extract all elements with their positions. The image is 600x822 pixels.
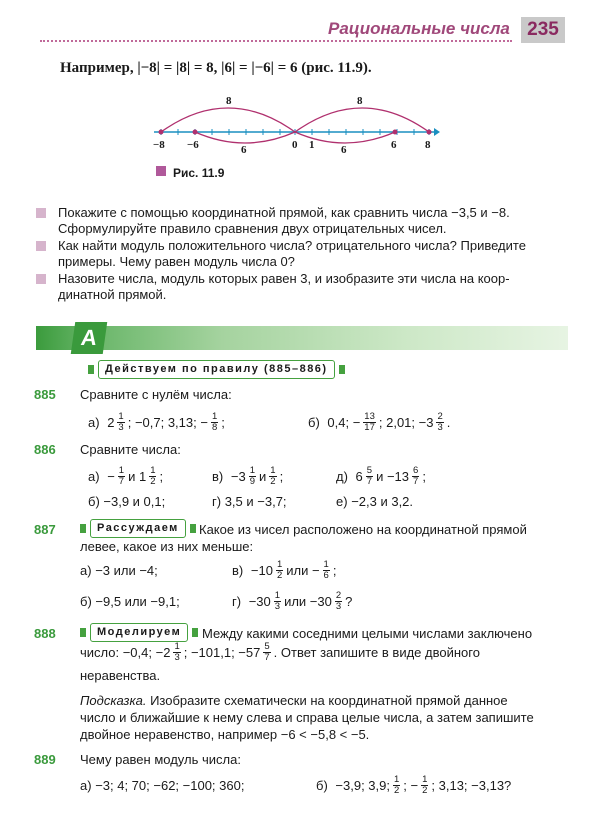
section-letter: А	[71, 322, 107, 354]
problem-888-line2: число: −0,4; −2 $\frac{1}{3}$ ; −101,1; −57 $\frac{5}{7}$ . Ответ запишите в виде двойного	[80, 641, 480, 663]
number-line-figure	[150, 90, 440, 160]
tick-label-0: 0	[292, 139, 298, 151]
problem-885-a: а) 2 $\frac{1}{3}$ ; −0,7; 3,13; − $\frac{1}{8}$ ;	[88, 411, 225, 433]
problem-888-badge: Моделируем	[80, 623, 198, 642]
tick-label-minus-6: −6	[187, 139, 199, 151]
problem-886-d: д) 6 $\frac{5}{7}$ и −13 $\frac{6}{7}$ ;	[336, 465, 426, 487]
problem-887-a: а) −3 или −4;	[80, 563, 158, 578]
figure-caption: Рис. 11.9	[173, 166, 225, 180]
page-title: Рациональные числа	[328, 19, 510, 38]
example-text: Например, |−8| = |8| = 8, |6| = |−6| = 6 (рис. 11.9).	[60, 60, 372, 76]
question-2: Как найти модуль положительного числа? отрицательного числа? Приведите примеры. Чему равен модуль числа 0?	[58, 238, 526, 269]
arc-label-bottom-left: 6	[241, 144, 247, 156]
problem-886-a: а) − $\frac{1}{7}$ и 1 $\frac{1}{2}$ ;	[88, 465, 164, 487]
arc-label-top-left: 8	[226, 95, 232, 107]
section-bar	[36, 326, 568, 350]
point-minus-8	[159, 130, 164, 135]
problem-889-b: б) −3,9; 3,9; $\frac{1}{2}$ ; − $\frac{1}{2}$ ; 3,13; −3,13?	[316, 774, 512, 796]
header-rule	[40, 40, 512, 42]
problem-886-b: б) −3,9 и 0,1;	[88, 494, 166, 509]
tick-label-6: 6	[391, 139, 397, 151]
problem-888-line1: Между какими соседними целыми числами заключено	[202, 626, 533, 641]
question-marker-icon	[36, 241, 46, 251]
problem-889-title: Чему равен модуль числа:	[80, 752, 241, 767]
problem-887-g: г) −30 $\frac{1}{3}$ или −30 $\frac{2}{3}$ ?	[232, 590, 353, 612]
problem-number-888: 888	[34, 626, 56, 641]
pill-marker-icon	[88, 365, 94, 374]
rule-box	[88, 360, 345, 379]
arc-top-left	[161, 108, 295, 132]
axis-arrow	[434, 128, 440, 136]
tick-label-minus-8: −8	[153, 139, 165, 151]
problem-885-b: б) 0,4; − $\frac{13}{17}$ ; 2,01; −3 $\frac{2}{3}$ .	[308, 411, 451, 433]
problem-887-b: б) −9,5 или −9,1;	[80, 594, 180, 609]
problem-number-889: 889	[34, 752, 56, 767]
problem-number-885: 885	[34, 387, 56, 402]
page-number: 235	[521, 17, 565, 43]
problem-888-line3: неравенства.	[80, 668, 161, 683]
question-1: Покажите с помощью координатной прямой, как сравнить числа −3,5 и −8. Сформулируйте правило сравнения двух отрицательных чисел.	[58, 205, 510, 236]
tick-label-1: 1	[309, 139, 315, 151]
problem-887-line2: левее, какое из них меньше:	[80, 539, 254, 554]
problem-888-hint: Подсказка. Изобразите схематически на координатной прямой данное число и ближайшие к нему слева и справа целые числа, а затем запишите двойное неравенство, например −6 < −5,8 < −5.	[80, 693, 534, 742]
problem-887-v: в) −10 $\frac{1}{2}$ или − $\frac{1}{6}$ ;	[232, 559, 337, 581]
point-minus-6	[193, 130, 198, 135]
tick-label-8: 8	[425, 139, 431, 151]
problem-887-line1: Какое из чисел расположено на координатной прямой	[199, 522, 527, 537]
problem-886-g: г) 3,5 и −3,7;	[212, 494, 287, 509]
problem-885-title: Сравните с нулём числа:	[80, 387, 232, 402]
point-6	[393, 130, 398, 135]
problem-886-v: в) −3 $\frac{1}{9}$ и $\frac{1}{2}$ ;	[212, 465, 284, 487]
problem-886-title: Сравните числа:	[80, 442, 181, 457]
question-3: Назовите числа, модуль которых равен 3, и изобразите эти числа на коор- динатной прямой.	[58, 271, 510, 302]
arc-label-bottom-right: 6	[341, 144, 347, 156]
question-marker-icon	[36, 208, 46, 218]
arc-label-top-right: 8	[357, 95, 363, 107]
rule-pill: Действуем по правилу (885–886)	[98, 360, 335, 379]
pill-marker-icon	[339, 365, 345, 374]
arc-top-right	[295, 108, 429, 132]
problem-889-a: а) −3; 4; 70; −62; −100; 360;	[80, 778, 245, 793]
question-marker-icon	[36, 274, 46, 284]
caption-marker-icon	[156, 166, 166, 176]
problem-number-886: 886	[34, 442, 56, 457]
problem-number-887: 887	[34, 522, 56, 537]
modulus-arcs	[161, 108, 429, 143]
problem-886-e: е) −2,3 и 3,2.	[336, 494, 414, 509]
problem-887-badge: Рассуждаем	[80, 519, 196, 538]
point-8	[427, 130, 432, 135]
